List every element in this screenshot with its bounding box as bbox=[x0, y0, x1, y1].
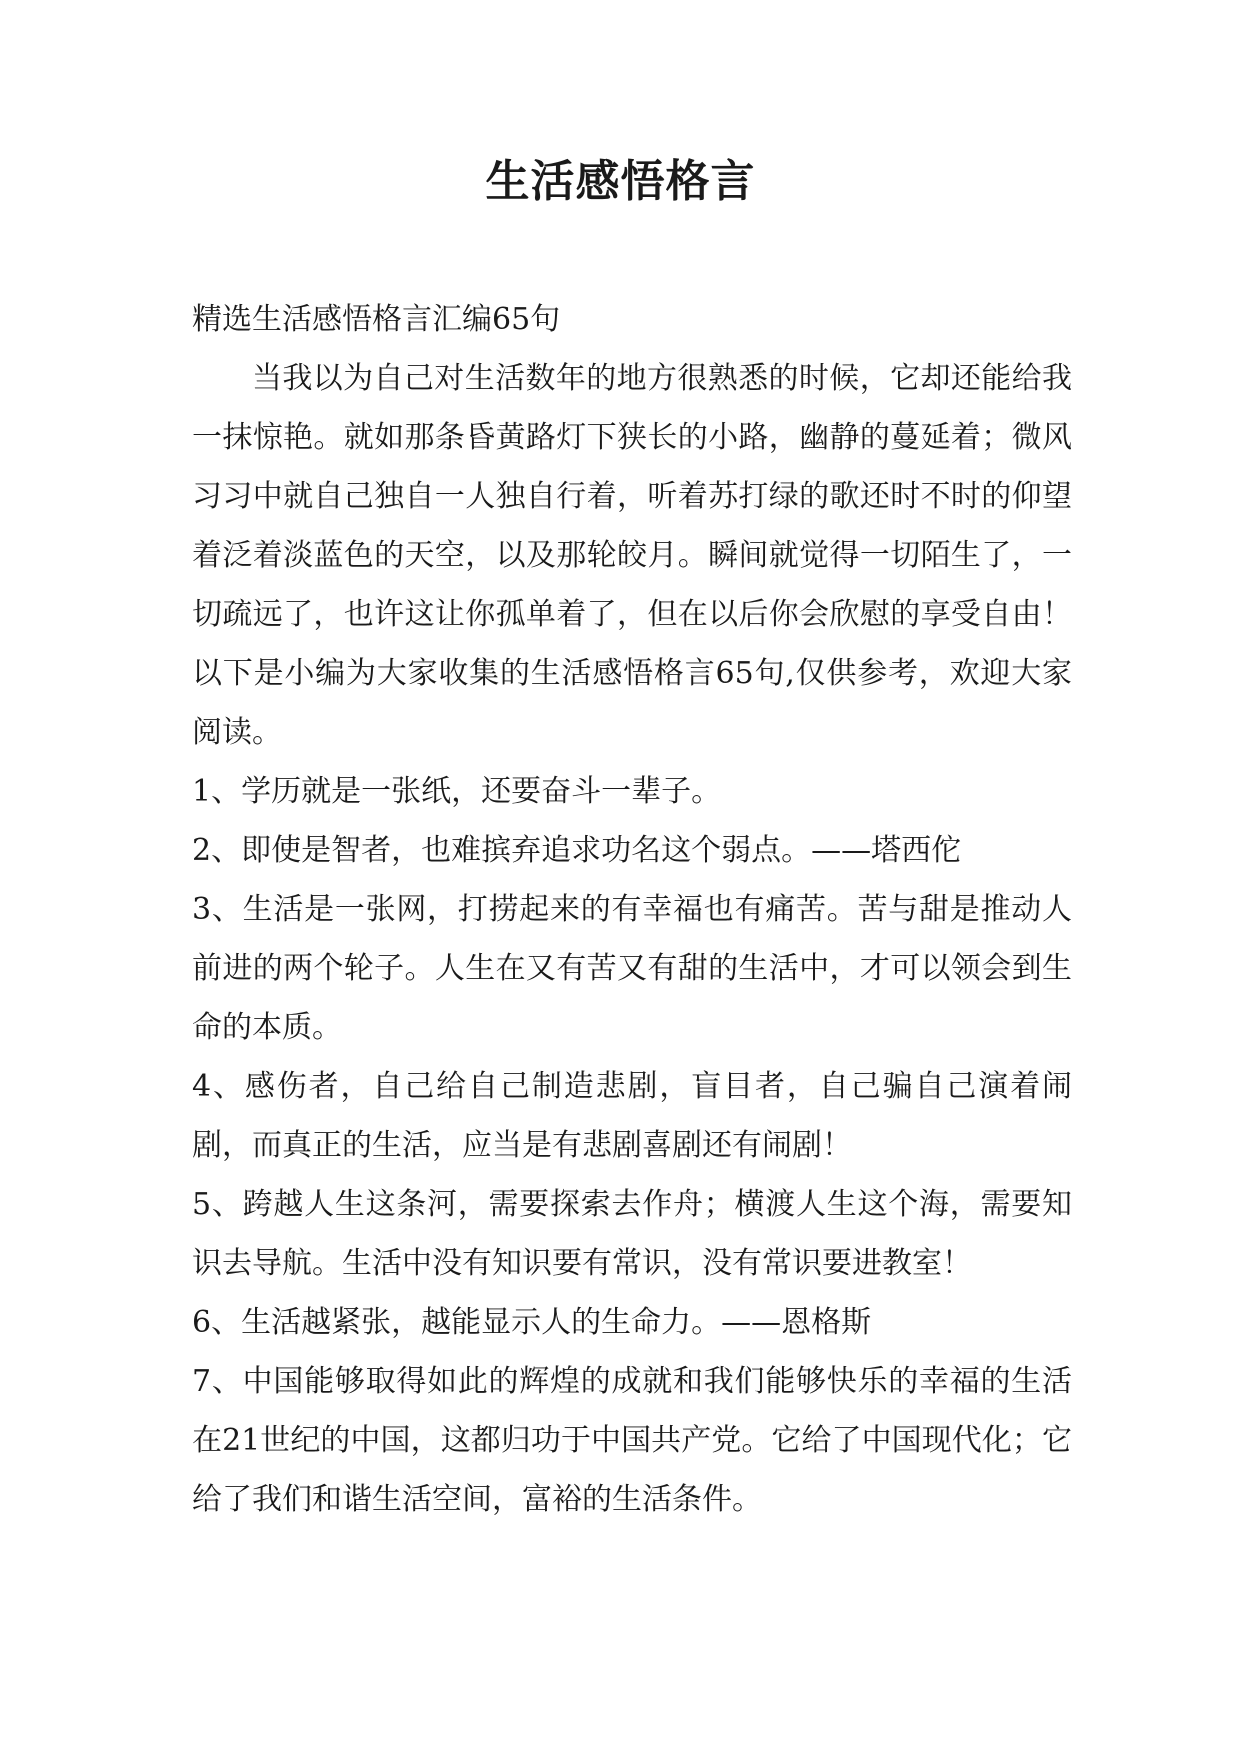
quote-item-1: 1、学历就是一张纸，还要奋斗一辈子。 bbox=[192, 774, 722, 809]
document-body bbox=[192, 290, 1072, 1529]
quote-item-2: 2、即使是智者，也难摈弃追求功名这个弱点。——塔西佗 bbox=[192, 833, 962, 868]
quote-item-3: 3、生活是一张网，打捞起来的有幸福也有痛苦。苦与甜是推动人前进的两个轮子。人生在又有苦又有甜的生活中，才可以领会到生命的本质。 bbox=[192, 892, 1072, 1045]
document-subtitle: 精选生活感悟格言汇编65句 bbox=[192, 302, 561, 337]
document-title: 生活感悟格言 bbox=[485, 156, 756, 207]
intro-paragraph: 当我以为自己对生活数年的地方很熟悉的时候，它却还能给我一抹惊艳。就如那条昏黄路灯下狭长的小路，幽静的蔓延着；微风习习中就自己独自一人独自行着，听着苏打绿的歌还时不时的仰望着泛着淡蓝色的天空，以及那轮皎月。瞬间就觉得一切陌生了，一切疏远了，也许这让你孤单着了，但在以后你会欣慰的享受自由！以下是小编为大家收集的生活感悟格言65句,仅供参考，欢迎大家阅读。 bbox=[192, 361, 1072, 750]
quote-item-7: 7、中国能够取得如此的辉煌的成就和我们能够快乐的幸福的生活在21世纪的中国，这都归功于中国共产党。它给了中国现代化；它给了我们和谐生活空间，富裕的生活条件。 bbox=[192, 1364, 1072, 1517]
quote-item-5: 5、跨越人生这条河，需要探索去作舟；横渡人生这个海，需要知识去导航。生活中没有知识要有常识，没有常识要进教室！ bbox=[192, 1187, 1072, 1281]
quote-item-4: 4、感伤者，自己给自己制造悲剧，盲目者，自己骗自己演着闹剧，而真正的生活，应当是有悲剧喜剧还有闹剧！ bbox=[192, 1069, 1072, 1163]
quote-item-6: 6、生活越紧张，越能显示人的生命力。——恩格斯 bbox=[192, 1305, 872, 1340]
